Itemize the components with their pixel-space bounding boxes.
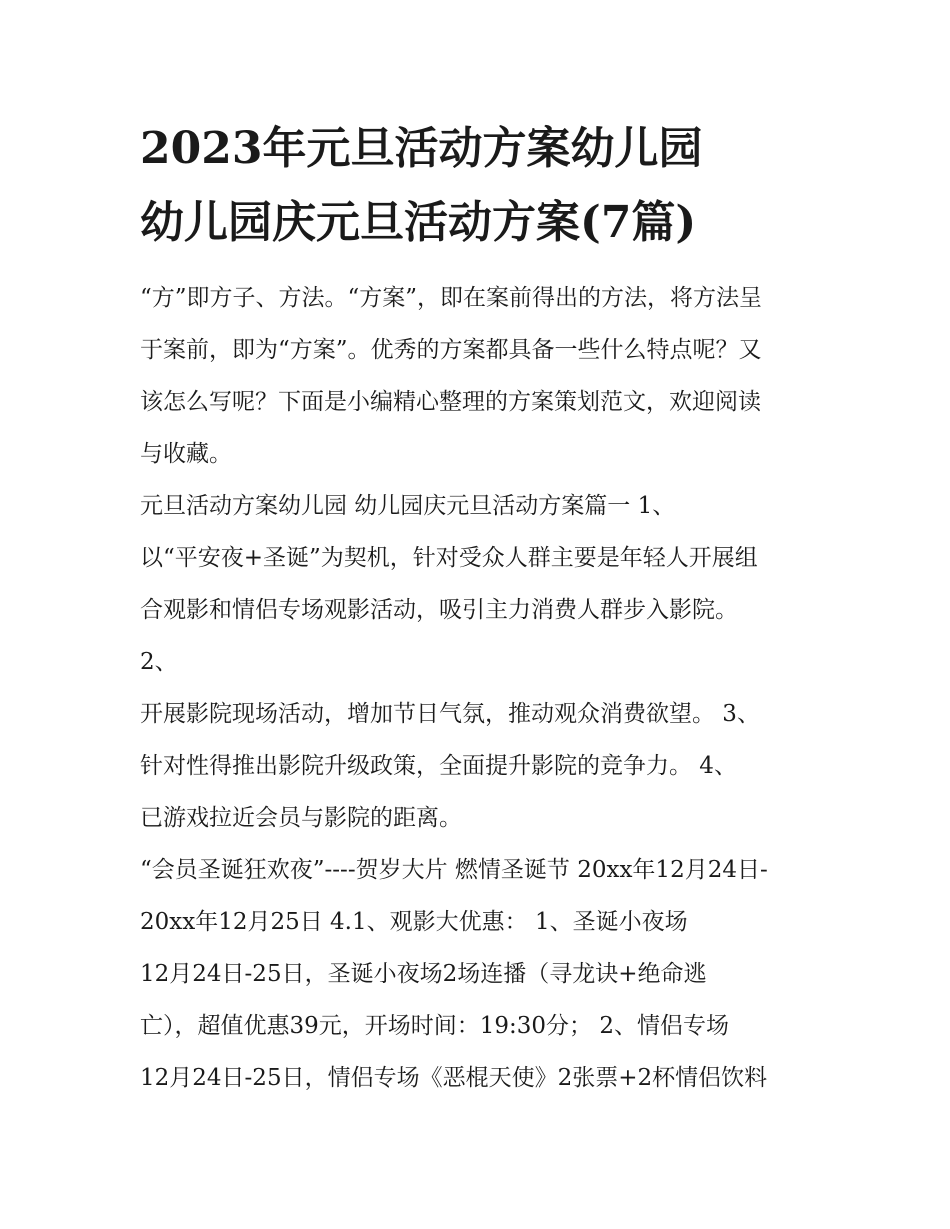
body-line: 元旦活动方案幼儿园 幼儿园庆元旦活动方案篇一 1、 xyxy=(140,493,676,519)
document-body xyxy=(140,272,820,1104)
body-line: “会员圣诞狂欢夜”----贺岁大片 燃情圣诞节 20xx年12月24日- xyxy=(140,857,768,883)
body-line: 以“平安夜+圣诞”为契机，针对受众人群主要是年轻人开展组 xyxy=(140,545,758,571)
body-line: 与收藏。 xyxy=(140,441,232,467)
body-line: 合观影和情侣专场观影活动，吸引主力消费人群步入影院。 xyxy=(140,597,738,623)
body-line: 于案前，即为“方案”。优秀的方案都具备一些什么特点呢？又 xyxy=(140,337,762,363)
title-line-1: 2023年元旦活动方案幼儿园 xyxy=(140,123,703,174)
body-line: “方”即方子、方法。“方案”，即在案前得出的方法，将方法呈 xyxy=(140,285,763,311)
body-line: 12月24日-25日，圣诞小夜场2场连播（寻龙诀+绝命逃 xyxy=(140,961,707,987)
body-line: 针对性得推出影院升级政策，全面提升影院的竞争力。 4、 xyxy=(140,753,737,779)
body-line: 20xx年12月25日 4.1、观影大优惠： 1、圣诞小夜场 xyxy=(140,909,688,935)
document-title xyxy=(140,112,820,260)
body-line: 2、 xyxy=(140,649,178,675)
body-line: 该怎么写呢？下面是小编精心整理的方案策划范文，欢迎阅读 xyxy=(140,389,761,415)
document-page xyxy=(140,112,820,1104)
body-line: 已游戏拉近会员与影院的距离。 xyxy=(140,805,462,831)
body-line: 12月24日-25日，情侣专场《恶棍天使》2张票+2杯情侣饮料 xyxy=(140,1065,768,1091)
title-line-2: 幼儿园庆元旦活动方案(7篇) xyxy=(140,197,697,248)
body-line: 亡），超值优惠39元，开场时间：19:30分； 2、情侣专场 xyxy=(140,1013,729,1039)
body-line: 开展影院现场活动，增加节日气氛，推动观众消费欲望。 3、 xyxy=(140,701,760,727)
